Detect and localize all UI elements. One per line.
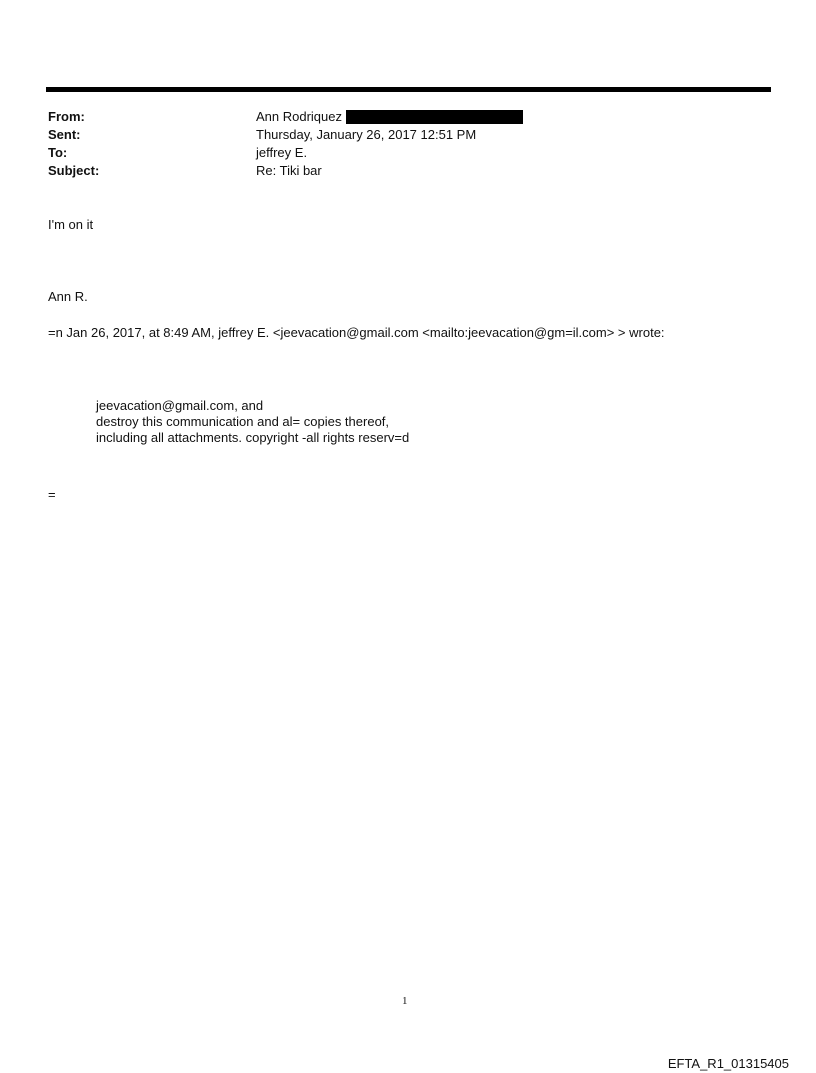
quoted-message: [96, 398, 409, 446]
quoted-line: including all attachments. copyright -all rights reserv=d: [96, 430, 410, 445]
to-label: To:: [48, 145, 68, 160]
quote-intro: =n Jan 26, 2017, at 8:49 AM, jeffrey E. <jeevacation@gmail.com <mailto:jeevacation@gm=il.com> > wrote:: [48, 325, 665, 340]
top-divider: [46, 87, 771, 92]
subject-row: [48, 162, 748, 180]
redaction-box: [346, 110, 523, 124]
from-value-wrap: [256, 108, 523, 126]
subject-label: Subject:: [48, 163, 100, 178]
quoted-line: destroy this communication and al= copies thereof,: [96, 414, 390, 429]
bates-number: EFTA_R1_01315405: [667, 1056, 789, 1071]
sent-value: Thursday, January 26, 2017 12:51 PM: [256, 127, 477, 142]
quoted-line: jeevacation@gmail.com, and: [96, 398, 264, 413]
to-row: [48, 144, 748, 162]
to-value: jeffrey E.: [256, 145, 308, 160]
email-header: [48, 108, 748, 180]
signature: Ann R.: [48, 289, 88, 304]
sent-label: Sent:: [48, 127, 81, 142]
page-number: 1: [402, 995, 408, 1007]
sent-row: [48, 126, 748, 144]
message-body-line: I'm on it: [48, 217, 94, 232]
from-row: [48, 108, 748, 126]
trailing-char: =: [48, 487, 56, 502]
subject-value: Re: Tiki bar: [256, 163, 322, 178]
from-value: Ann Rodriquez: [256, 109, 342, 124]
from-label: From:: [48, 109, 85, 124]
